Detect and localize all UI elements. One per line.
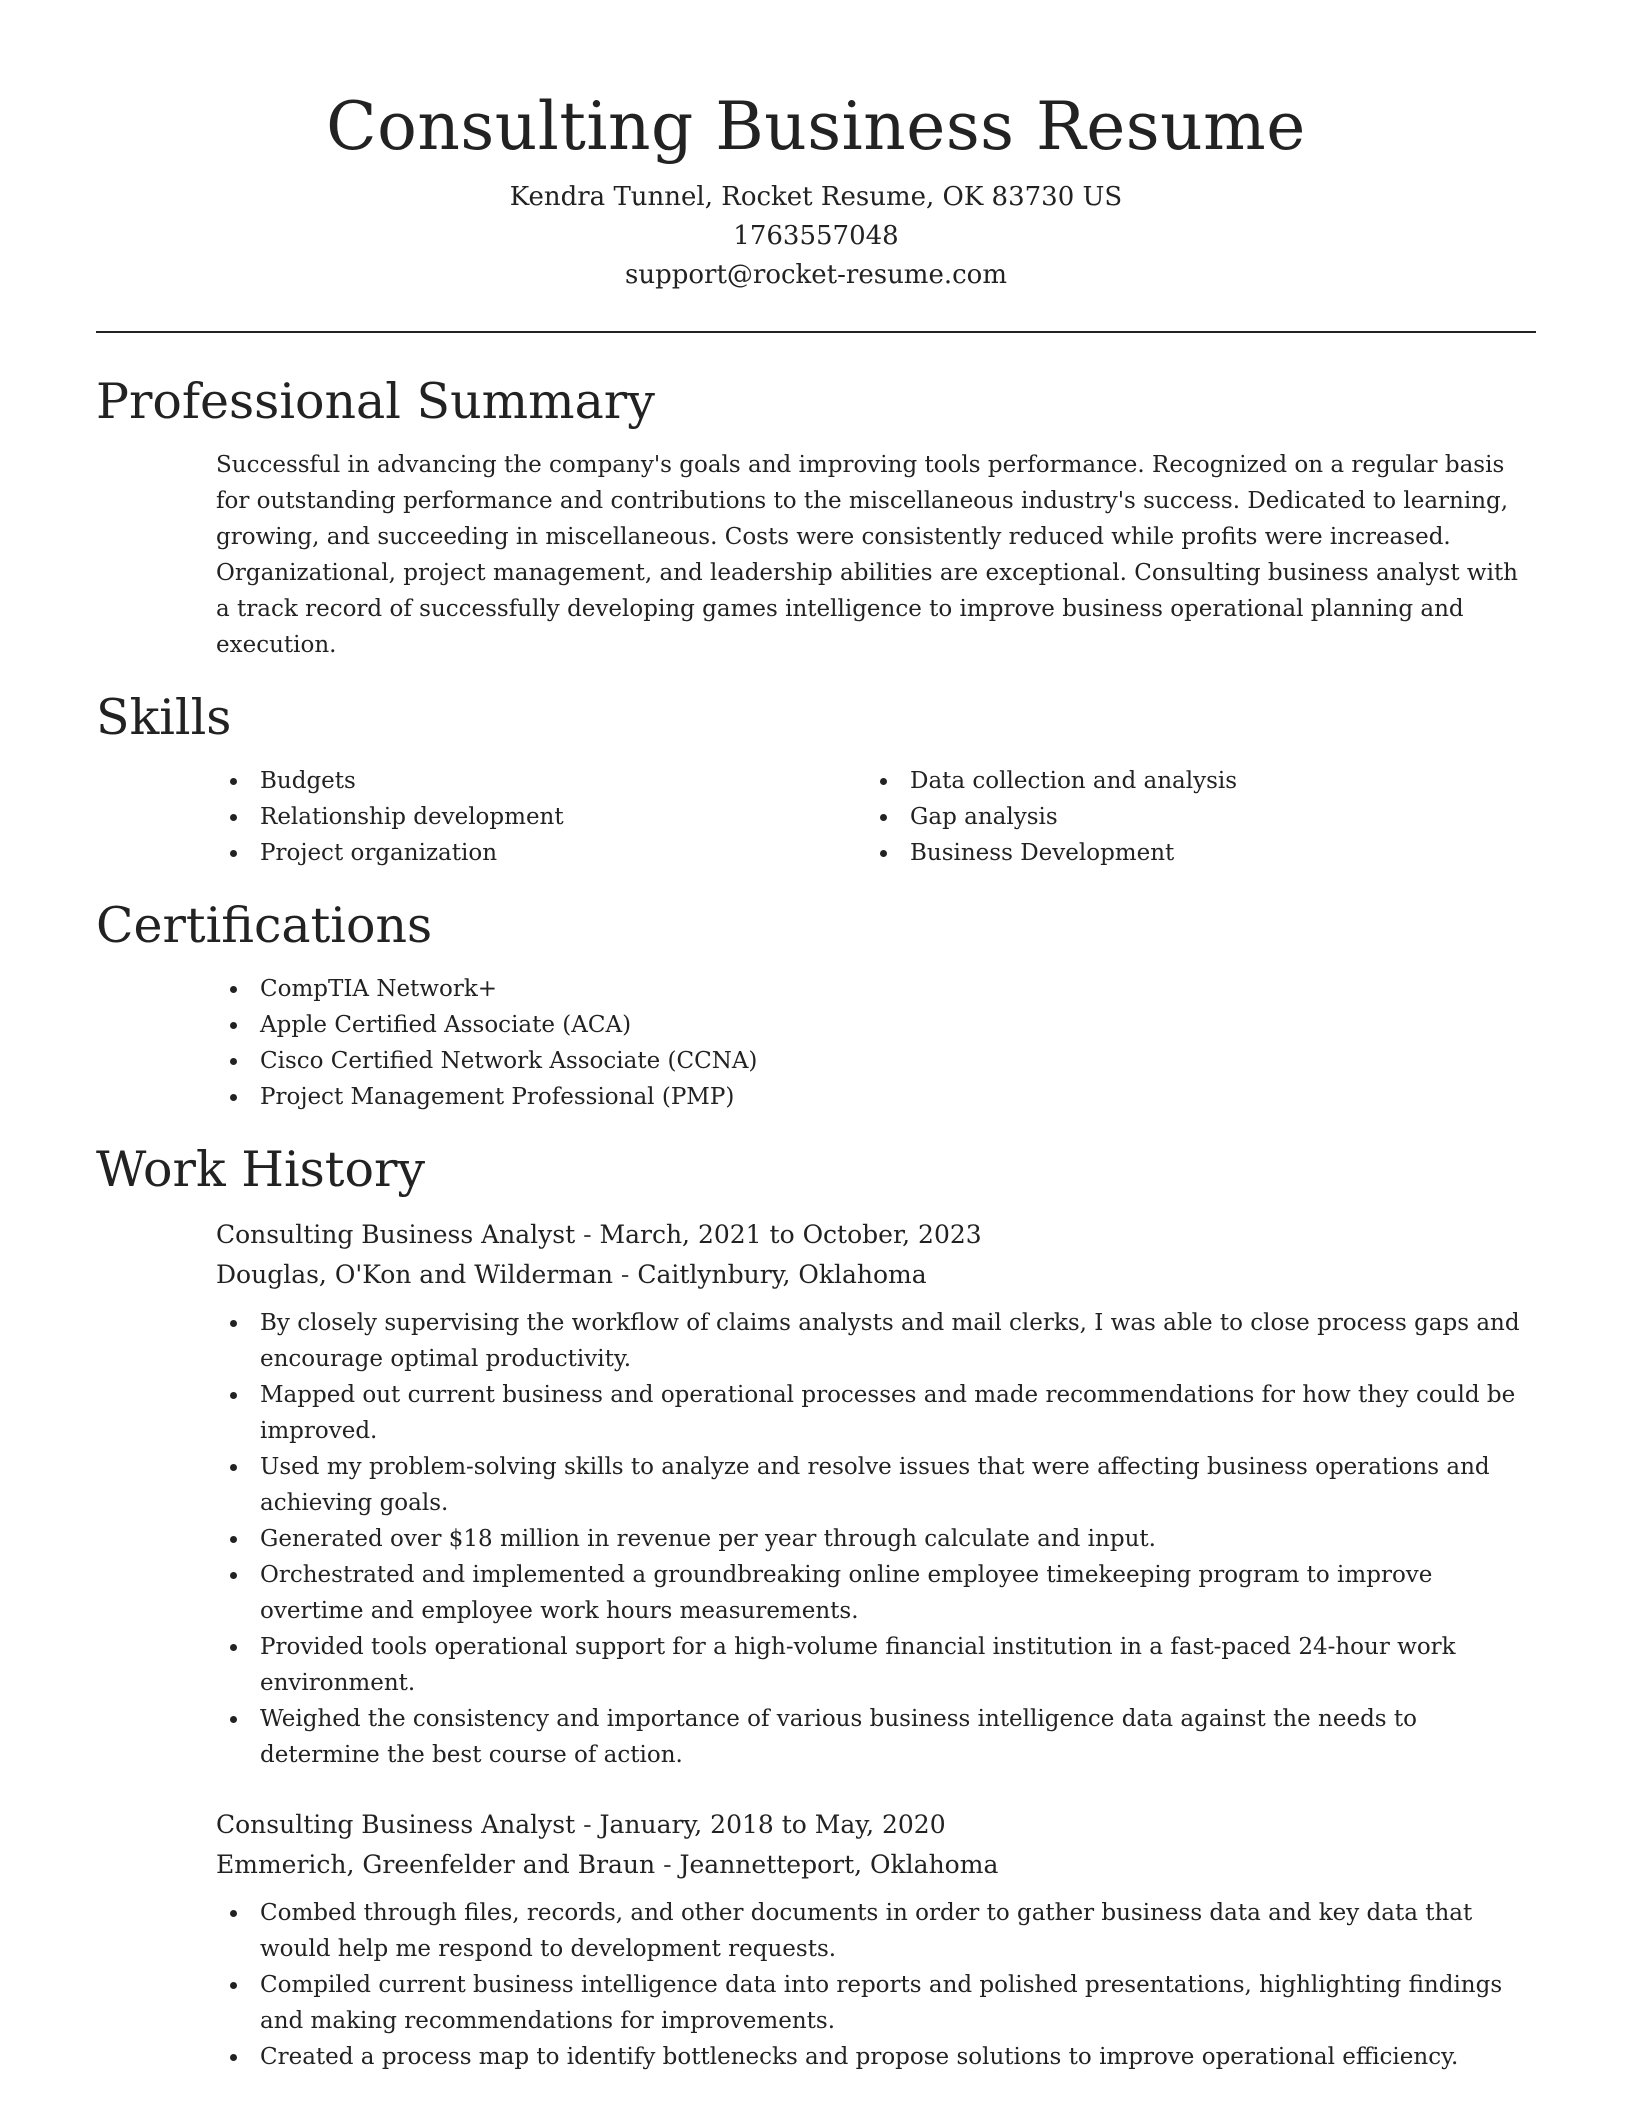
- summary-text: Successful in advancing the company's goals and improving tools performance. Recognized on a regular basis for outstanding performance and contributions to the miscellaneous industry's success. Dedicated to learning, growing, and succeeding in miscellaneous. Costs were consistently reduced while profits were increased. Organizational, project management, and leadership abilities are exceptional. Consulting business analyst with a track record of successfully developing games intelligence to improve business operational planning and execution.: [216, 452, 1518, 658]
- job-title: Consulting Business Analyst: [216, 1220, 576, 1249]
- job-bullets: [216, 1895, 1536, 2075]
- job-bullets: [216, 1305, 1536, 1773]
- job-separator: -: [575, 1220, 600, 1249]
- job-dates: March, 2021 to October, 2023: [599, 1220, 982, 1249]
- job-company-line: [216, 1845, 1536, 1885]
- job-company: Douglas, O'Kon and Wilderman: [216, 1260, 613, 1289]
- job-bullet: Combed through files, records, and other documents in order to gather business data and key data that would help me respond to development requests.: [216, 1895, 1536, 1967]
- job-bullet: Created a process map to identify bottlenecks and propose solutions to improve operational efficiency.: [216, 2039, 1536, 2075]
- resume-title: Consulting Business Resume: [326, 88, 1306, 165]
- skill-item: Data collection and analysis: [866, 763, 1516, 799]
- job-company-line: [216, 1255, 1536, 1295]
- contact-block: [96, 178, 1536, 295]
- certification-item: Project Management Professional (PMP): [216, 1079, 1536, 1115]
- job-entry: [216, 1805, 1536, 2075]
- job-location: Jeannetteport, Oklahoma: [679, 1850, 999, 1879]
- job-bullet: Orchestrated and implemented a groundbreaking online employee timekeeping program to improve overtime and employee work hours measurements.: [216, 1557, 1536, 1629]
- job-bullet: Mapped out current business and operational processes and made recommendations for how they could be improved.: [216, 1377, 1536, 1449]
- certification-item: Apple Certified Associate (ACA): [216, 1007, 1536, 1043]
- skills-heading: Skills: [96, 689, 232, 746]
- job-location: Caitlynbury, Oklahoma: [637, 1260, 927, 1289]
- job-title: Consulting Business Analyst: [216, 1810, 576, 1839]
- work-history-heading: Work History: [96, 1141, 426, 1198]
- skill-item: Budgets: [216, 763, 866, 799]
- contact-address: Kendra Tunnel, Rocket Resume, OK 83730 US: [509, 182, 1123, 212]
- certification-item: Cisco Certified Network Associate (CCNA): [216, 1043, 1536, 1079]
- skill-item: Gap analysis: [866, 799, 1516, 835]
- job-company: Emmerich, Greenfelder and Braun: [216, 1850, 656, 1879]
- job-entry: [216, 1215, 1536, 1773]
- certifications-list: [216, 971, 1536, 1115]
- job-bullet: Generated over $18 million in revenue per year through calculate and input.: [216, 1521, 1536, 1557]
- job-bullet: Compiled current business intelligence data into reports and polished presentations, highlighting findings and making recommendations for improvements.: [216, 1967, 1536, 2039]
- skill-item: Business Development: [866, 835, 1516, 871]
- job-title-line: [216, 1805, 1536, 1845]
- job-bullet: Weighed the consistency and importance of various business intelligence data against the needs to determine the best course of action.: [216, 1701, 1536, 1773]
- certification-item: CompTIA Network+: [216, 971, 1536, 1007]
- job-separator: -: [655, 1850, 680, 1879]
- skills-column-right: [866, 763, 1516, 871]
- job-title-line: [216, 1215, 1536, 1255]
- job-bullet: Used my problem-solving skills to analyze and resolve issues that were affecting business operations and achieving goals.: [216, 1449, 1536, 1521]
- job-bullet: Provided tools operational support for a high-volume financial institution in a fast-paced 24-hour work environment.: [216, 1629, 1536, 1701]
- contact-email: support@rocket-resume.com: [624, 260, 1007, 290]
- certifications-heading: Certifications: [96, 897, 433, 954]
- job-separator: -: [575, 1810, 600, 1839]
- header-divider: [96, 331, 1536, 333]
- job-bullet: By closely supervising the workflow of claims analysts and mail clerks, I was able to close process gaps and encourage optimal productivity.: [216, 1305, 1536, 1377]
- skills-grid: [216, 763, 1536, 871]
- skills-column-left: [216, 763, 866, 871]
- job-separator: -: [612, 1260, 638, 1289]
- contact-phone: 1763557048: [733, 221, 899, 251]
- skill-item: Project organization: [216, 835, 866, 871]
- resume-page: [96, 0, 1536, 2075]
- skill-item: Relationship development: [216, 799, 866, 835]
- job-dates: January, 2018 to May, 2020: [599, 1810, 946, 1839]
- summary-heading: Professional Summary: [96, 373, 655, 430]
